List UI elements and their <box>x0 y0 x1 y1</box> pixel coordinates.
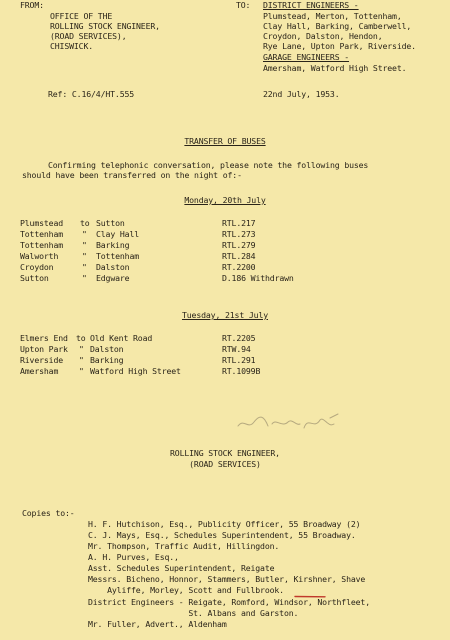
to-garage: Dalston <box>90 344 124 354</box>
bus-number: RTL.217 <box>222 218 256 228</box>
signatory-subtitle: (ROAD SERVICES) <box>189 459 261 469</box>
separator: " <box>79 366 84 376</box>
handwritten-signature <box>234 412 344 434</box>
section-heading-tuesday: Tuesday, 21st July <box>181 310 269 320</box>
from-garage: Croydon <box>20 262 54 272</box>
bus-number: RT.1099B <box>222 366 261 376</box>
reference: Ref: C.16/4/HT.555 <box>48 89 135 99</box>
to-garage: Barking <box>96 240 130 250</box>
separator: to <box>80 218 90 228</box>
document-title: TRANSFER OF BUSES <box>184 136 266 146</box>
to-garage: Clay Hall <box>96 229 140 239</box>
from-garage: Tottenham <box>20 229 64 239</box>
bus-number: RTL.273 <box>222 229 256 239</box>
copy-line: Asst. Schedules Superintendent, Reigate <box>88 563 275 573</box>
copy-line: Messrs. Bicheno, Honnor, Stammers, Butler, Kirshner, Shave <box>88 574 366 584</box>
bus-number: RTL.279 <box>222 240 256 250</box>
bus-number: D.186 Withdrawn <box>222 273 294 283</box>
from-garage: Elmers End <box>20 333 68 343</box>
separator: to <box>76 333 86 343</box>
intro-line-2: should have been transferred on the night of:- <box>22 170 242 180</box>
district-line-1: Plumstead, Merton, Tottenham, <box>263 11 402 21</box>
to-garage: Dalston <box>96 262 130 272</box>
copy-line: Mr. Thompson, Traffic Audit, Hillingdon. <box>88 541 280 551</box>
district-engineers-heading: DISTRICT ENGINEERS - <box>263 0 359 10</box>
bus-number: RTL.284 <box>222 251 256 261</box>
bus-number: RTW.94 <box>222 344 251 354</box>
to-garage: Tottenham <box>96 251 140 261</box>
to-garage: Barking <box>90 355 124 365</box>
from-garage: Upton Park <box>20 344 68 354</box>
to-garage: Sutton <box>96 218 125 228</box>
copy-line: H. F. Hutchison, Esq., Publicity Officer, 55 Broadway (2) <box>88 519 361 529</box>
to-garage: Watford High Street <box>90 366 181 376</box>
from-line-1: OFFICE OF THE <box>50 11 113 21</box>
from-label: FROM: <box>20 0 44 10</box>
copy-line: St. Albans and Garston. <box>88 608 299 618</box>
separator: " <box>82 240 87 250</box>
from-garage: Amersham <box>20 366 59 376</box>
separator: " <box>79 344 84 354</box>
separator: " <box>82 229 87 239</box>
from-garage: Tottenham <box>20 240 64 250</box>
memo-date: 22nd July, 1953. <box>263 89 340 99</box>
copy-line: Mr. Fuller, Advert., Aldenham <box>88 619 227 629</box>
copy-line: C. J. Mays, Esq., Schedules Superintendent, 55 Broadway. <box>88 530 356 540</box>
bus-number: RT.2200 <box>222 262 256 272</box>
separator: " <box>79 355 84 365</box>
from-garage: Plumstead <box>20 218 64 228</box>
separator: " <box>82 251 87 261</box>
copy-line: District Engineers - Reigate, Romford, Windsor, Northfleet, <box>88 597 370 607</box>
copy-line: Ayliffe, Morley, Scott and Fullbrook. <box>88 585 284 595</box>
from-line-3: (ROAD SERVICES), <box>50 31 127 41</box>
to-garage: Edgware <box>96 273 130 283</box>
intro-line-1: Confirming telephonic conversation, please note the following buses <box>48 160 369 170</box>
section-heading-monday: Monday, 20th July <box>184 195 266 205</box>
to-garage: Old Kent Road <box>90 333 153 343</box>
red-underline-mark <box>294 595 326 598</box>
signatory-title: ROLLING STOCK ENGINEER, <box>170 448 280 458</box>
from-line-4: CHISWICK. <box>50 41 94 51</box>
garage-engineers-heading: GARAGE ENGINEERS - <box>263 52 350 62</box>
separator: " <box>82 273 87 283</box>
from-line-2: ROLLING STOCK ENGINEER, <box>50 21 160 31</box>
bus-number: RTL.291 <box>222 355 256 365</box>
separator: " <box>82 262 87 272</box>
to-label: TO: <box>236 0 251 10</box>
copy-line: A. H. Purves, Esq., <box>88 552 179 562</box>
district-line-4: Rye Lane, Upton Park, Riverside. <box>263 41 416 51</box>
garage-line-1: Amersham, Watford High Street. <box>263 63 407 73</box>
from-garage: Walworth <box>20 251 59 261</box>
from-garage: Sutton <box>20 273 49 283</box>
bus-number: RT.2205 <box>222 333 256 343</box>
district-line-2: Clay Hall, Barking, Camberwell, <box>263 21 412 31</box>
copies-label: Copies to:- <box>22 508 75 518</box>
district-line-3: Croydon, Dalston, Hendon, <box>263 31 383 41</box>
from-garage: Riverside <box>20 355 64 365</box>
